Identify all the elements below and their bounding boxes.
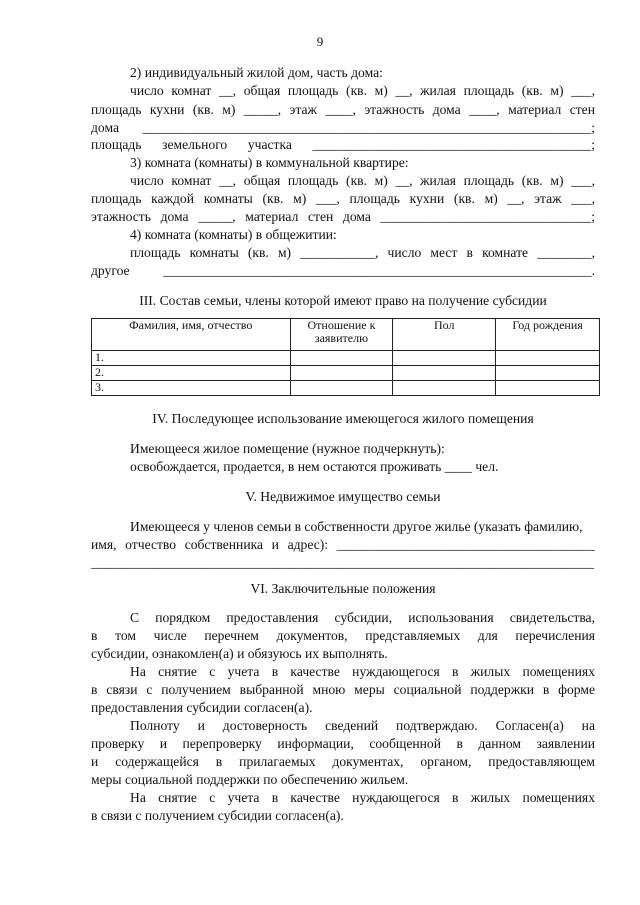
item3-line2: площадь каждой комнаты (кв. м) ___, площадь кухни (кв. м) __, этаж ___, — [91, 191, 595, 206]
table-cell — [393, 366, 496, 381]
item4-line1: площадь комнаты (кв. м) ___________, число мест в комнате ________, — [130, 245, 595, 260]
section6-p1-line1: С порядком предоставления субсидии, использования свидетельства, — [130, 610, 595, 625]
table-cell — [496, 381, 600, 396]
section4-line1: Имеющееся жилое помещение (нужное подчеркнуть): — [130, 441, 445, 456]
section5-title: V. Недвижимое имущество семьи — [245, 489, 441, 504]
item2-line1: число комнат __, общая площадь (кв. м) __, жилая площадь (кв. м) ___, — [130, 83, 595, 98]
table-row — [92, 366, 600, 381]
item3-heading: 3) комната (комнаты) в коммунальной квартире: — [130, 155, 409, 170]
header-birth-year: Год рождения — [496, 319, 600, 351]
section4-line2: освобождается, продается, в нем остаются проживать ____ чел. — [130, 459, 499, 474]
section5-line1: Имеющееся у членов семьи в собственности другое жилье (указать фамилию, — [130, 519, 583, 534]
item2-heading: 2) индивидуальный жилой дом, часть дома: — [130, 65, 383, 80]
section6-p2-line1: На снятие с учета в качестве нуждающегося в жилых помещениях — [130, 664, 595, 679]
table-row — [92, 351, 600, 366]
header-relation: Отношение к заявителю — [290, 319, 393, 351]
row-number: 1. — [92, 351, 291, 366]
table-cell — [393, 351, 496, 366]
table-cell — [496, 351, 600, 366]
section4-title: IV. Последующее использование имеющегося жилого помещения — [152, 411, 534, 426]
section6-p2-line3: предоставления субсидии согласен(а). — [91, 700, 313, 715]
item2-line4: площадь земельного участка _________________________________________; — [91, 137, 595, 152]
item2-line2: площадь кухни (кв. м) _____, этаж ____, этажность дома ____, материал стен — [91, 102, 595, 117]
section3-title: III. Состав семьи, члены которой имеют право на получение субсидии — [139, 293, 547, 308]
row-number: 2. — [92, 366, 291, 381]
section6-p3-line4: меры социальной поддержки по обеспечению жильем. — [91, 772, 409, 787]
page-number: 9 — [316, 34, 324, 49]
section6-p4-line2: в связи с получением субсидии согласен(а). — [91, 808, 344, 823]
table-row — [92, 381, 600, 396]
section6-p3-line2: проверку и перепроверку информации, сообщенной в данном заявлении — [91, 736, 595, 751]
table-cell — [290, 381, 393, 396]
table-header-row — [92, 319, 600, 351]
section6-title: VI. Заключительные положения — [250, 581, 436, 596]
section5-line3: __________________________________________________________________________ — [91, 555, 594, 570]
family-members-table — [91, 318, 600, 396]
item3-line3: этажность дома _____, материал стен дома _______________________________; — [91, 209, 595, 224]
item2-line3: дома __________________________________________________________________; — [91, 120, 595, 135]
header-sex: Пол — [393, 319, 496, 351]
item4-heading: 4) комната (комнаты) в общежитии: — [130, 227, 337, 242]
section6-p3-line1: Полноту и достоверность сведений подтверждаю. Согласен(а) на — [130, 718, 595, 733]
table-cell — [393, 381, 496, 396]
header-full-name: Фамилия, имя, отчество — [92, 319, 291, 351]
table-cell — [496, 366, 600, 381]
section6-p4-line1: На снятие с учета в качестве нуждающегося в жилых помещениях — [130, 790, 595, 805]
table-cell — [290, 351, 393, 366]
section6-p2-line2: в связи с получением выбранной мною меры социальной поддержки в форме — [91, 682, 595, 697]
row-number: 3. — [92, 381, 291, 396]
section5-line2: имя, отчество собственника и адрес): ______________________________________ — [91, 537, 595, 552]
table-cell — [290, 366, 393, 381]
section6-p3-line3: и содержащейся в прилагаемых документах, органом, предоставляющем — [91, 754, 595, 769]
item4-line2: другое _______________________________________________________________. — [91, 263, 595, 278]
section6-p1-line3: субсидии, ознакомлен(а) и обязуюсь их выполнять. — [91, 646, 388, 661]
section6-p1-line2: в том числе перечнем документов, представляемых для перечисления — [91, 628, 595, 643]
item3-line1: число комнат __, общая площадь (кв. м) __, жилая площадь (кв. м) ___, — [130, 173, 595, 188]
